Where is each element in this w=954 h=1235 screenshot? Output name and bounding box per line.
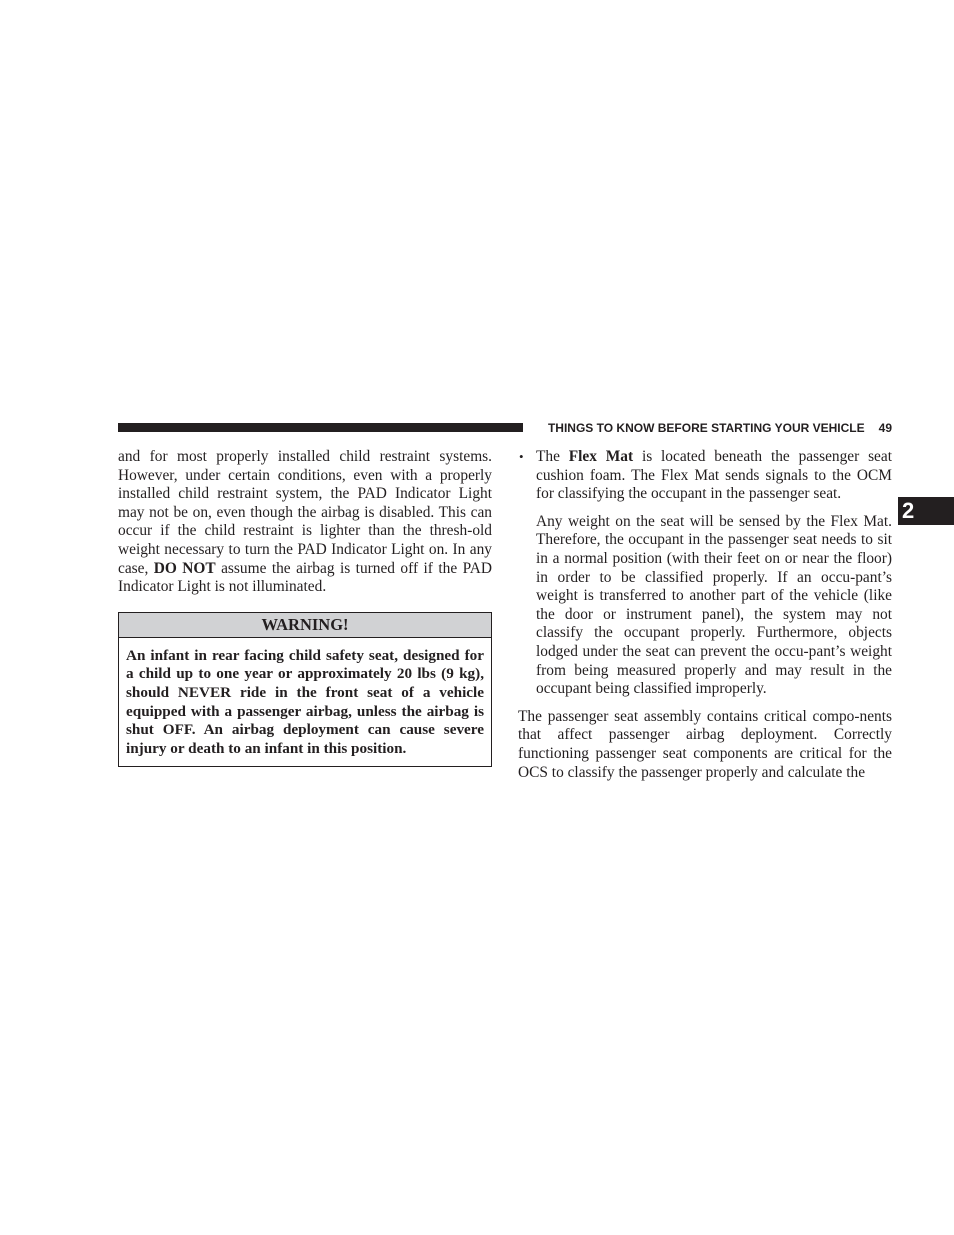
running-header bbox=[533, 420, 892, 436]
flex-mat-detail-paragraph: Any weight on the seat will be sensed by the Flex Mat. Therefore, the occupant in the passenger seat needs to sit in a normal position (with their feet on or near the floor) in order to be classified properly. If an occu-pant’s weight is transferred to another part of the vehicle (like the door or instrument panel), the system may not classify the occupant properly. Furthermore, objects lodged under the seat can prevent the occu-pant’s weight from being measured properly and may result in the occupant being classified improperly. bbox=[536, 512, 892, 698]
bullet-icon: • bbox=[519, 449, 524, 464]
warning-body: An infant in rear facing child safety seat, designed for a child up to one year or approximately 20 lbs (9 kg), should NEVER ride in the front seat of a vehicle equipped with a passenger airbag, unless the airbag is shut OFF. An airbag deployment can cause severe injury or death to an infant in this position. bbox=[126, 646, 484, 757]
emphasis-do-not: DO NOT bbox=[153, 559, 216, 577]
list-item-flex-mat bbox=[518, 448, 892, 504]
left-column bbox=[118, 448, 492, 767]
flex-mat-paragraph: The Flex Mat is located beneath the passenger seat cushion foam. The Flex Mat sends signals to the OCM for classifying the occupant in the passenger seat. bbox=[536, 448, 892, 503]
seat-assembly-paragraph: The passenger seat assembly contains critical compo-nents that affect passenger airbag deployment. Correctly functioning passenger seat components are critical for the OCS to classify the passenger properly and calculate the bbox=[518, 707, 892, 781]
warning-title: WARNING! bbox=[119, 613, 491, 638]
page-number: 49 bbox=[878, 421, 892, 435]
section-title: THINGS TO KNOW BEFORE STARTING YOUR VEHICLE bbox=[547, 421, 865, 435]
header-rule bbox=[118, 423, 523, 432]
intro-paragraph: and for most properly installed child restraint systems. However, under certain conditions, even with a properly installed child restraint system, the PAD Indicator Light may not be on, even though the airbag is disabled. This can occur if the child restraint is lighter than the thresh-old weight necessary to turn the PAD Indicator Light on. In any case, DO NOT assume the airbag is turned off if the PAD Indicator Light is not illuminated. bbox=[118, 448, 492, 596]
right-column bbox=[518, 448, 892, 782]
warning-box bbox=[118, 612, 492, 768]
chapter-tab: 2 bbox=[898, 497, 954, 525]
emphasis-flex-mat: Flex Mat bbox=[568, 448, 634, 465]
